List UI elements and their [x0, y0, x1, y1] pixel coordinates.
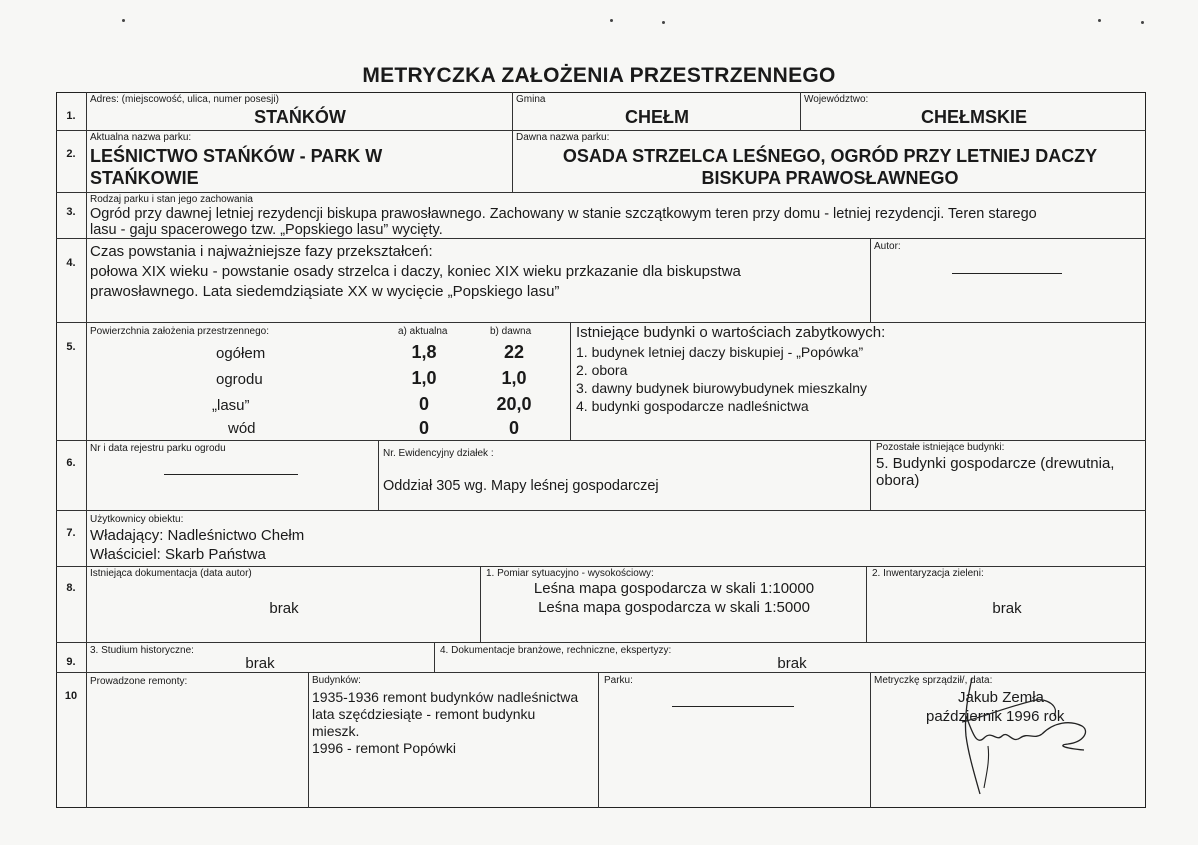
- buildings-renovation-item: 1935-1936 remont budynków nadleśnictwa: [312, 689, 579, 705]
- cell-divider: [480, 566, 481, 642]
- row-divider: [56, 440, 1146, 441]
- area-former: 0: [508, 418, 519, 438]
- scan-speck: [1141, 21, 1144, 24]
- prepared-by-label: Metryczkę sprządził/, data:: [874, 675, 993, 686]
- scan-speck: [662, 21, 665, 24]
- row-number: 5.: [66, 341, 76, 353]
- area-former: 20,0: [496, 394, 532, 414]
- area-label: Powierzchnia założenia przestrzennego:: [90, 326, 269, 337]
- cell-divider: [598, 672, 599, 808]
- heritage-building-item: 1. budynek letniej daczy biskupiej - „Popówka”: [576, 344, 864, 360]
- row-divider: [56, 322, 1146, 323]
- technical-docs-label: 4. Dokumentacje branżowe, rechniczne, ekspertyzy:: [440, 645, 672, 656]
- area-current: 1,8: [411, 342, 437, 362]
- row-number: 10: [64, 690, 78, 702]
- area-name: ogrodu: [216, 371, 263, 388]
- row-divider: [56, 510, 1146, 511]
- history-text: połowa XIX wieku - powstanie osady strzelca i daczy, koniec XIX wieku przkazanie dla biskupstwa: [90, 263, 741, 280]
- prepared-by-date: październik 1996 rok: [926, 708, 1065, 725]
- documentation-label: Istniejąca dokumentacja (data autor): [90, 568, 252, 579]
- row-divider: [56, 192, 1146, 193]
- history-text: prawosławnego. Lata siedemdziąsiate XX w wycięcie „Popskiego lasu”: [90, 283, 560, 300]
- current-name-label: Aktualna nazwa parku:: [90, 132, 192, 143]
- survey-value: Leśna mapa gospodarcza w skali 1:5000: [538, 599, 810, 616]
- history-heading: Czas powstania i najważniejsze fazy przekształceń:: [90, 243, 433, 260]
- users-value: Władający: Nadleśnictwo Chełm: [90, 527, 305, 544]
- gmina-value: CHEŁM: [625, 107, 689, 127]
- historical-study-value: brak: [245, 655, 275, 672]
- area-col-former: b) dawna: [490, 326, 532, 337]
- register-label: Nr i data rejestru parku ogrodu: [90, 443, 226, 454]
- users-value: Właściciel: Skarb Państwa: [90, 546, 266, 563]
- area-name: ogółem: [216, 345, 266, 362]
- cell-divider: [866, 566, 867, 642]
- address-value: STAŃKÓW: [254, 107, 346, 127]
- survey-label: 1. Pomiar sytuacyjno - wysokościowy:: [486, 568, 654, 579]
- row-divider: [56, 566, 1146, 567]
- row-number: 9.: [66, 656, 76, 668]
- users-label: Użytkownicy obiektu:: [90, 514, 184, 525]
- other-buildings-label: Pozostałe istniejące budynki:: [876, 442, 1005, 453]
- page-title: METRYCZKA ZAŁOŻENIA PRZESTRZENNEGO: [362, 64, 836, 87]
- cell-divider: [800, 92, 801, 130]
- park-type-label: Rodzaj parku i stan jego zachowania: [90, 194, 253, 205]
- row-number: 1.: [66, 110, 76, 122]
- historical-study-label: 3. Studium historyczne:: [90, 645, 194, 656]
- rownum-divider: [86, 92, 87, 808]
- row-number: 8.: [66, 582, 76, 594]
- other-buildings-value: obora): [876, 472, 920, 489]
- cell-divider: [434, 642, 435, 672]
- cell-divider: [512, 130, 513, 192]
- cell-divider: [870, 672, 871, 808]
- park-renovation-blank-line: [672, 706, 794, 707]
- handwritten-signature: [950, 676, 1100, 806]
- address-label: Adres: (miejscowość, ulica, numer posesji): [90, 94, 279, 105]
- park-type-text: Ogród przy dawnej letniej rezydencji biskupa prawosławnego. Zachowany w stanie szczątkowym teren przy domu - letniej rezydencji. Teren starego: [90, 206, 1037, 222]
- heritage-building-item: 3. dawny budynek biurowybudynek mieszkalny: [576, 380, 868, 396]
- documentation-value: brak: [269, 600, 299, 617]
- row-number: 4.: [66, 257, 76, 269]
- former-name-value: OSADA STRZELCA LEŚNEGO, OGRÓD PRZY LETNIEJ DACZY: [562, 146, 1098, 166]
- other-buildings-value: 5. Budynki gospodarcze (drewutnia,: [876, 455, 1115, 472]
- cell-divider: [870, 238, 871, 322]
- cell-divider: [570, 322, 571, 440]
- greenery-value: brak: [992, 600, 1022, 617]
- cell-divider: [512, 92, 513, 130]
- row-number: 3.: [66, 206, 76, 218]
- greenery-label: 2. Inwentaryzacja zieleni:: [872, 568, 984, 579]
- row-divider: [56, 642, 1146, 643]
- scan-speck: [610, 19, 613, 22]
- row-number: 7.: [66, 527, 76, 539]
- parcel-value: Oddział 305 wg. Mapy leśnej gospodarczej: [383, 478, 659, 494]
- buildings-renovation-item: 1996 - remont Popówki: [312, 740, 456, 756]
- area-current: 0: [418, 394, 429, 414]
- buildings-renovation-item: mieszk.: [312, 723, 360, 739]
- area-name: „lasu”: [212, 397, 250, 414]
- current-name-value: STAŃKOWIE: [90, 168, 199, 188]
- renovations-label: Prowadzone remonty:: [90, 676, 188, 687]
- scan-speck: [1098, 19, 1101, 22]
- row-number: 2.: [66, 148, 76, 160]
- author-label: Autor:: [874, 241, 901, 252]
- scan-speck: [122, 19, 125, 22]
- survey-value: Leśna mapa gospodarcza w skali 1:10000: [533, 580, 815, 597]
- current-name-value: LEŚNICTWO STAŃKÓW - PARK W: [90, 146, 383, 166]
- row-divider: [56, 130, 1146, 131]
- heritage-building-item: 2. obora: [576, 362, 628, 378]
- voivodeship-value: CHEŁMSKIE: [920, 107, 1027, 127]
- row-number: 6.: [66, 457, 76, 469]
- prepared-by-name: Jakub Zemła: [958, 689, 1044, 706]
- park-renovation-label: Parku:: [604, 675, 633, 686]
- area-name: wód: [228, 420, 256, 437]
- author-blank-line: [952, 273, 1062, 274]
- technical-docs-value: brak: [777, 655, 807, 672]
- voivodeship-label: Województwo:: [804, 94, 869, 105]
- former-name-value: BISKUPA PRAWOSŁAWNEGO: [701, 168, 959, 188]
- area-former: 22: [503, 342, 525, 362]
- area-current: 1,0: [411, 368, 437, 388]
- park-type-text: lasu - gaju spacerowego tzw. „Popskiego lasu” wycięty.: [90, 222, 443, 238]
- area-former: 1,0: [501, 368, 527, 388]
- former-name-label: Dawna nazwa parku:: [516, 132, 610, 143]
- gmina-label: Gmina: [516, 94, 546, 105]
- cell-divider: [308, 672, 309, 808]
- area-col-current: a) aktualna: [398, 326, 448, 337]
- heritage-buildings-title: Istniejące budynki o wartościach zabytkowych:: [576, 324, 886, 341]
- register-blank-line: [164, 474, 298, 475]
- buildings-renovation-label: Budynków:: [312, 675, 361, 686]
- heritage-building-item: 4. budynki gospodarcze nadleśnictwa: [576, 398, 809, 414]
- cell-divider: [870, 440, 871, 510]
- buildings-renovation-item: lata szęćdziesiąte - remont budynku: [312, 706, 536, 722]
- area-current: 0: [418, 418, 429, 438]
- parcel-label: Nr. Ewidencyjny działek :: [383, 448, 494, 459]
- cell-divider: [378, 440, 379, 510]
